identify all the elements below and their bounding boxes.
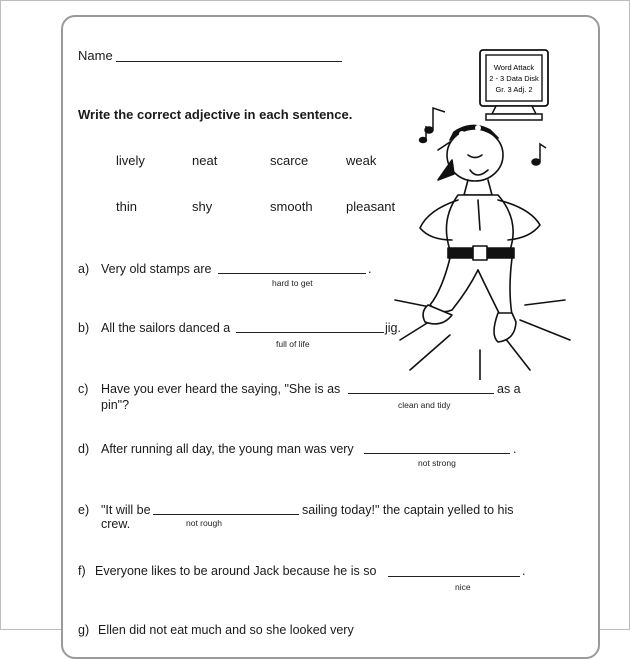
- sentence-text: crew.: [101, 517, 131, 531]
- answer-blank[interactable]: [348, 393, 494, 394]
- answer-hint: not strong: [418, 458, 456, 468]
- word-bank-item: smooth: [270, 199, 313, 214]
- sentence-text: All the sailors danced a: [101, 321, 231, 335]
- answer-blank[interactable]: [388, 576, 520, 577]
- word-bank-item: lively: [116, 153, 145, 168]
- computer-badge-line-1: Word Attack: [493, 63, 535, 72]
- name-field[interactable]: [116, 61, 342, 62]
- sentence-text: Very old stamps are: [101, 262, 212, 276]
- name-label: Name: [78, 48, 113, 63]
- music-notes-icon: [415, 100, 585, 180]
- item-letter: c): [78, 382, 89, 396]
- answer-hint: full of life: [276, 339, 310, 349]
- instructions: Write the correct adjective in each sentence.: [78, 107, 353, 122]
- word-bank-item: neat: [192, 153, 218, 168]
- sentence-text: Everyone likes to be around Jack because he is so: [95, 564, 377, 578]
- answer-hint: clean and tidy: [398, 400, 451, 410]
- sentence-text: sailing today!" the captain yelled to his: [302, 503, 514, 517]
- item-letter: g): [78, 623, 90, 637]
- item-letter: f): [78, 564, 86, 578]
- sentence-text: Have you ever heard the saying, "She is as: [101, 382, 341, 396]
- sentence-text: .: [368, 262, 372, 276]
- item-letter: d): [78, 442, 90, 456]
- answer-blank[interactable]: [218, 273, 366, 274]
- answer-hint: nice: [455, 582, 471, 592]
- item-letter: e): [78, 503, 90, 517]
- sentence-text: "It will be: [101, 503, 151, 517]
- word-bank-item: scarce: [270, 153, 309, 168]
- sentence-text: Ellen did not eat much and so she looked very: [98, 623, 354, 637]
- answer-hint: hard to get: [272, 278, 313, 288]
- item-letter: a): [78, 262, 90, 276]
- answer-hint: not rough: [186, 518, 222, 528]
- word-bank-item: pleasant: [346, 199, 396, 214]
- sentence-text: .: [522, 564, 526, 578]
- sentence-text: pin"?: [101, 398, 130, 412]
- word-bank-item: weak: [346, 153, 377, 168]
- answer-blank[interactable]: [364, 453, 510, 454]
- word-bank-item: thin: [116, 199, 137, 214]
- computer-badge-line-3: Gr. 3 Adj. 2: [495, 85, 533, 94]
- sentence-text: .: [513, 442, 517, 456]
- word-bank-item: shy: [192, 199, 213, 214]
- computer-badge-line-2: 2 - 3 Data Disk: [489, 74, 539, 83]
- answer-blank[interactable]: [153, 514, 299, 515]
- answer-blank[interactable]: [236, 332, 384, 333]
- sentence-text: After running all day, the young man was very: [101, 442, 354, 456]
- sentence-text: as a: [497, 382, 521, 396]
- item-letter: b): [78, 321, 90, 335]
- sentence-text: jig.: [385, 321, 401, 335]
